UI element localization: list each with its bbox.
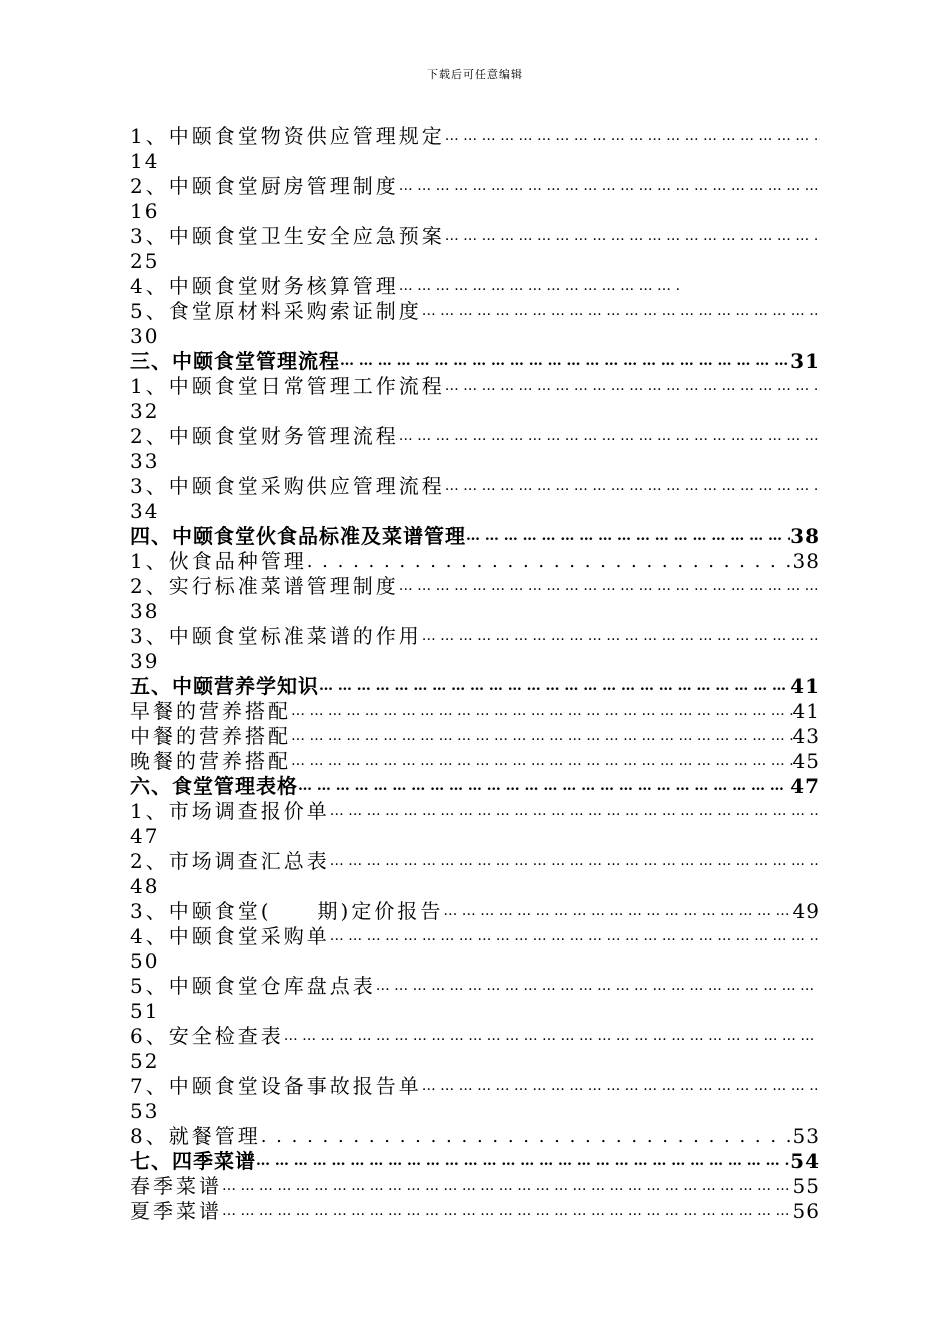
toc-leader <box>445 124 820 149</box>
toc-entry-label: 3、中颐食堂( 期)定价报告 <box>130 899 444 923</box>
toc-leader <box>330 849 820 874</box>
toc-leader <box>445 374 820 399</box>
toc-page-number: 52 <box>130 1049 160 1073</box>
toc-entry-label: 1、伙食品种管理 <box>130 549 307 573</box>
toc-entry[interactable] <box>130 1024 820 1049</box>
toc-leader <box>376 974 820 999</box>
toc-section-heading[interactable] <box>130 774 820 799</box>
toc-entry-label: 1、中颐食堂物资供应管理规定 <box>130 124 445 148</box>
toc-page-number: 41 <box>792 699 820 723</box>
toc-entry-label: 中餐的营养搭配 <box>130 724 291 748</box>
toc-page-number: 47 <box>790 774 820 798</box>
toc-entry[interactable] <box>130 799 820 824</box>
toc-page-number: 51 <box>130 999 160 1023</box>
toc-entry[interactable] <box>130 424 820 449</box>
toc-entry[interactable] <box>130 724 820 749</box>
toc-entry[interactable] <box>130 924 820 949</box>
toc-entry-label: 3、中颐食堂卫生安全应急预案 <box>130 224 445 248</box>
toc-entry[interactable] <box>130 1174 820 1199</box>
toc-entry[interactable] <box>130 1199 820 1224</box>
toc-entry[interactable] <box>130 749 820 774</box>
toc-page-number: 53 <box>792 1124 820 1148</box>
toc-entry[interactable] <box>130 1124 820 1149</box>
toc-entry-label: 5、食堂原材料采购索证制度 <box>130 299 422 323</box>
toc-entry-label: 8、就餐管理 <box>130 1124 261 1148</box>
page-header: 下载后可任意编辑 <box>427 68 523 81</box>
toc-entry[interactable] <box>130 849 820 874</box>
toc-leader <box>443 899 792 924</box>
toc-entry[interactable] <box>130 624 820 649</box>
toc-page-number: 48 <box>130 874 160 898</box>
toc-page-number: 50 <box>130 949 160 973</box>
toc-entry-label: 4、中颐食堂采购单 <box>130 924 330 948</box>
toc-page-number: 16 <box>130 199 160 223</box>
toc-page-number: 53 <box>130 1099 160 1123</box>
toc-leader <box>422 1074 820 1099</box>
toc-section-heading[interactable] <box>130 1149 820 1174</box>
toc-entry-label: 2、市场调查汇总表 <box>130 849 330 873</box>
toc-page-number: 49 <box>792 899 820 923</box>
toc-page-number: 55 <box>792 1174 820 1198</box>
toc-entry[interactable] <box>130 974 820 999</box>
toc-entry-label: 5、中颐食堂仓库盘点表 <box>130 974 376 998</box>
toc-page-number: 43 <box>792 724 820 748</box>
toc-entry-label: 7、中颐食堂设备事故报告单 <box>130 1074 422 1098</box>
toc-entry[interactable] <box>130 549 820 574</box>
toc-entry-label: 1、中颐食堂日常管理工作流程 <box>130 374 445 398</box>
toc-leader <box>399 424 820 449</box>
toc-entry-label: 4、中颐食堂财务核算管理 <box>130 274 399 298</box>
toc-section-heading[interactable] <box>130 674 820 699</box>
toc-entry[interactable] <box>130 899 820 924</box>
toc-entry-label: 6、安全检查表 <box>130 1024 284 1048</box>
toc-leader <box>291 724 793 749</box>
toc-entry-label: 早餐的营养搭配 <box>130 699 291 723</box>
toc-leader <box>291 699 793 724</box>
toc-leader <box>445 224 820 249</box>
toc-leader <box>466 524 790 549</box>
toc-leader <box>340 349 790 374</box>
toc-page-number: 45 <box>792 749 820 773</box>
toc-leader <box>330 799 820 824</box>
toc-entry-label: 2、中颐食堂厨房管理制度 <box>130 174 399 198</box>
toc-page-number: 39 <box>130 649 160 673</box>
toc-leader <box>307 549 793 574</box>
toc-section-heading[interactable] <box>130 349 820 374</box>
toc-page-number: 41 <box>790 674 820 698</box>
toc-entry[interactable] <box>130 474 820 499</box>
toc-leader <box>222 1199 793 1224</box>
toc-entry-label: 五、中颐营养学知识 <box>130 674 319 698</box>
toc-entry-label: 1、市场调查报价单 <box>130 799 330 823</box>
toc-entry-label: 春季菜谱 <box>130 1174 222 1198</box>
toc-page-number: 56 <box>792 1199 820 1223</box>
toc-leader <box>445 474 820 499</box>
toc-entry[interactable] <box>130 1074 820 1099</box>
toc-page-number: 38 <box>130 599 160 623</box>
toc-entry[interactable] <box>130 274 820 299</box>
toc-page-number: 38 <box>792 549 820 573</box>
toc-leader <box>298 774 790 799</box>
toc-entry-label: 三、中颐食堂管理流程 <box>130 349 340 373</box>
toc-leader <box>256 1149 790 1174</box>
toc-entry-label: 3、中颐食堂标准菜谱的作用 <box>130 624 422 648</box>
toc-leader <box>291 749 793 774</box>
toc-entry[interactable] <box>130 374 820 399</box>
toc-page-number: 25 <box>130 249 160 273</box>
toc-entry-label: 四、中颐食堂伙食品标准及菜谱管理 <box>130 524 466 548</box>
toc-page-number: 38 <box>790 524 820 548</box>
toc-page-number: 31 <box>790 349 820 373</box>
toc-page-number: 32 <box>130 399 160 423</box>
toc-entry-label: 六、食堂管理表格 <box>130 774 298 798</box>
toc-entry[interactable] <box>130 224 820 249</box>
toc-entry[interactable] <box>130 124 820 149</box>
toc-entry-label: 2、实行标准菜谱管理制度 <box>130 574 399 598</box>
toc-entry-label: 2、中颐食堂财务管理流程 <box>130 424 399 448</box>
toc-page-number: 54 <box>790 1149 820 1173</box>
toc-entry-label: 七、四季菜谱 <box>130 1149 256 1173</box>
toc-leader <box>284 1024 820 1049</box>
toc-entry-label: 3、中颐食堂采购供应管理流程 <box>130 474 445 498</box>
toc-page-number: 34 <box>130 499 160 523</box>
toc-page-number: 47 <box>130 824 160 848</box>
toc-leader <box>422 624 820 649</box>
toc-entry[interactable] <box>130 699 820 724</box>
table-of-contents <box>130 124 820 1224</box>
toc-entry-label: 晚餐的营养搭配 <box>130 749 291 773</box>
toc-leader <box>399 174 820 199</box>
toc-leader <box>261 1124 793 1149</box>
toc-entry[interactable] <box>130 174 820 199</box>
toc-leader <box>422 299 820 324</box>
toc-page-number: 33 <box>130 449 160 473</box>
toc-leader <box>330 924 820 949</box>
toc-leader <box>319 674 790 699</box>
toc-leader <box>222 1174 793 1199</box>
toc-entry-label: 夏季菜谱 <box>130 1199 222 1223</box>
toc-leader <box>399 274 679 299</box>
toc-leader <box>399 574 820 599</box>
toc-page-number: 30 <box>130 324 160 348</box>
toc-entry[interactable] <box>130 574 820 599</box>
toc-entry[interactable] <box>130 299 820 324</box>
toc-section-heading[interactable] <box>130 524 820 549</box>
toc-page-number: 14 <box>130 149 160 173</box>
